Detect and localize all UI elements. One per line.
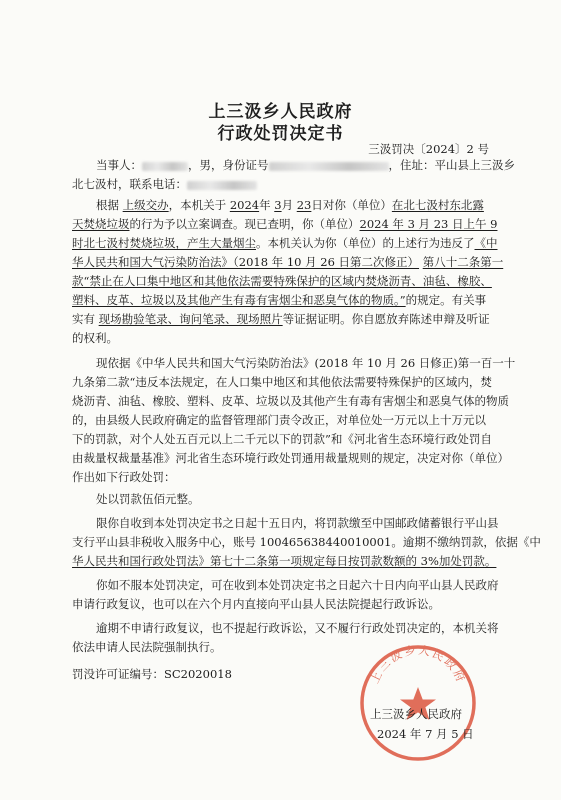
fact-line-7: [72, 312, 490, 326]
filing-month: 3: [274, 198, 282, 212]
party-address-contact: 北七汲村，联系电话：: [72, 177, 187, 191]
text: 月: [281, 198, 294, 212]
text: 年: [259, 198, 271, 212]
violated-law: 《中: [474, 236, 498, 250]
signature-date: 2024 年 7 月 5 日: [377, 727, 474, 741]
violated-article-cont: 塑料、皮革、垃圾以及其他产生有毒有害烟尘和恶臭气体的物质。”: [72, 293, 406, 307]
appeal-line-2: 申请行政复议，也可以在六个月内直接向平山县人民法院提起行政诉讼。: [72, 597, 440, 611]
text: 等证据证明。你自愿放弃陈述申辩及听证: [282, 312, 490, 326]
violation-location: 在北七汲村东北露: [391, 198, 484, 212]
enforcement-line-2: 依法申请人民法院强制执行。: [72, 640, 222, 654]
violated-article-cont: 款“禁止在人口集中地区和其他依法需要特殊保护的区域内焚烧沥青、油毡、橡胶、: [72, 274, 492, 288]
redacted-id-number: [269, 162, 389, 171]
fact-statement: 2024 年 3 月 23 日上午 9: [359, 217, 498, 231]
case-source: 上级交办: [122, 198, 169, 212]
violation-location-cont: 天焚烧垃圾: [72, 217, 130, 231]
redacted-phone: [187, 181, 257, 190]
fact-line-1: [96, 198, 484, 212]
document-title: 行政处罚决定书: [217, 124, 344, 144]
basis-line-3: 烧沥青、油毡、橡胶、塑料、皮革、垃圾以及其他产生有毒有害烟尘和恶臭气体的物质: [72, 394, 509, 408]
permit-number: 罚没许可证编号：SC2020018: [72, 667, 232, 681]
party-line-2: [72, 177, 257, 191]
basis-line-4: 的，由县级人民政府确定的监督管理部门责令改正，对单位处一万元以上十万元以: [72, 413, 486, 427]
text: 的行为予以立案调查。现已查明，你（单位）: [129, 217, 360, 231]
payment-line-1: 限你自收到本处罚决定书之日起十五日内，将罚款缴至中国邮政储蓄银行平山县: [96, 516, 499, 530]
text: 。本机关认为你（单位）的上述行为违反了: [256, 236, 475, 250]
filing-day: 23: [296, 198, 312, 212]
official-seal: [358, 643, 478, 763]
filing-year: 2024: [229, 198, 260, 212]
fact-line-6: [72, 293, 486, 307]
fact-statement-cont: 时北七汲村焚烧垃圾，产生大量烟尘: [72, 236, 256, 250]
payment-line-2: 支行平山县非税收入服务中心，账号 100465638440010001。逾期不缴纳罚款，依据《中: [72, 535, 541, 549]
basis-line-7: 作出如下行政处罚：: [72, 470, 176, 484]
text: 的权利。: [72, 331, 118, 345]
violated-article: 第八十二条第一: [422, 255, 504, 269]
text: 的规定。有关事: [405, 293, 487, 307]
text: 实有: [72, 312, 95, 326]
fact-line-4: [72, 255, 503, 269]
basis-line-6: 由裁量权裁量基准》河北省生态环境行政处罚通用裁量规则的规定，决定对你（单位）: [72, 451, 509, 465]
party-gender-id-label: ，男，身份证号: [188, 158, 269, 172]
text: ，本机关于: [168, 198, 227, 212]
text: 根据: [96, 198, 119, 212]
document-number: 三汲罚决〔2024〕2 号: [368, 142, 489, 156]
fact-line-8: [72, 331, 118, 345]
basis-line-5: 下的罚款，对个人处五百元以上二千元以下的罚款”和《河北省生态环境行政处罚自: [72, 432, 492, 446]
late-fee-rate: 3%: [420, 554, 439, 568]
party-line-1: [96, 158, 515, 172]
signature-authority: 上三汲乡人民政府: [370, 707, 462, 721]
basis-line-2: 九条第二款“违反本法规定，在人口集中地区和其他依法需要特殊保护的区域内，焚: [72, 375, 492, 389]
appeal-line-1: 你如不服本处罚决定，可在收到本处罚决定书之日起六十日内向平山县人民政府: [96, 578, 499, 592]
fact-line-2: [72, 217, 497, 231]
penalty-amount: 处以罚款伍佰元整。: [96, 492, 200, 506]
issuing-authority-title: 上三汲乡人民政府: [208, 102, 353, 122]
party-label: 当事人：: [96, 158, 142, 172]
payment-line-3: [72, 554, 496, 568]
party-address: ，住址：平山县上三汲乡: [388, 158, 515, 172]
late-fee-clause: 华人民共和国行政处罚法》第七十二条第一项规定每日按罚款数额的: [72, 554, 421, 568]
late-fee-clause-end: 加处罚款。: [438, 554, 497, 568]
redacted-name: [142, 162, 188, 171]
violated-law-cont: 华人民共和国大气污染防治法》（2018 年 10 月 26 日第二次修正）: [72, 255, 420, 269]
enforcement-line-1: 逾期不申请行政复议，也不提起行政诉讼，又不履行行政处罚决定的，本机关将: [96, 621, 499, 635]
evidence-list: 现场勘验笔录、询问笔录、现场照片: [98, 312, 283, 326]
basis-line-1: 现依据《中华人民共和国大气污染防治法》(2018 年 10 月 26 日修正)第一百一十: [96, 356, 516, 370]
svg-text:上三汲乡人民政府: 上三汲乡人民政府: [367, 643, 469, 686]
fact-line-3: [72, 236, 498, 250]
fact-line-5: [72, 274, 492, 288]
text: 日对你（单位）: [311, 198, 392, 212]
